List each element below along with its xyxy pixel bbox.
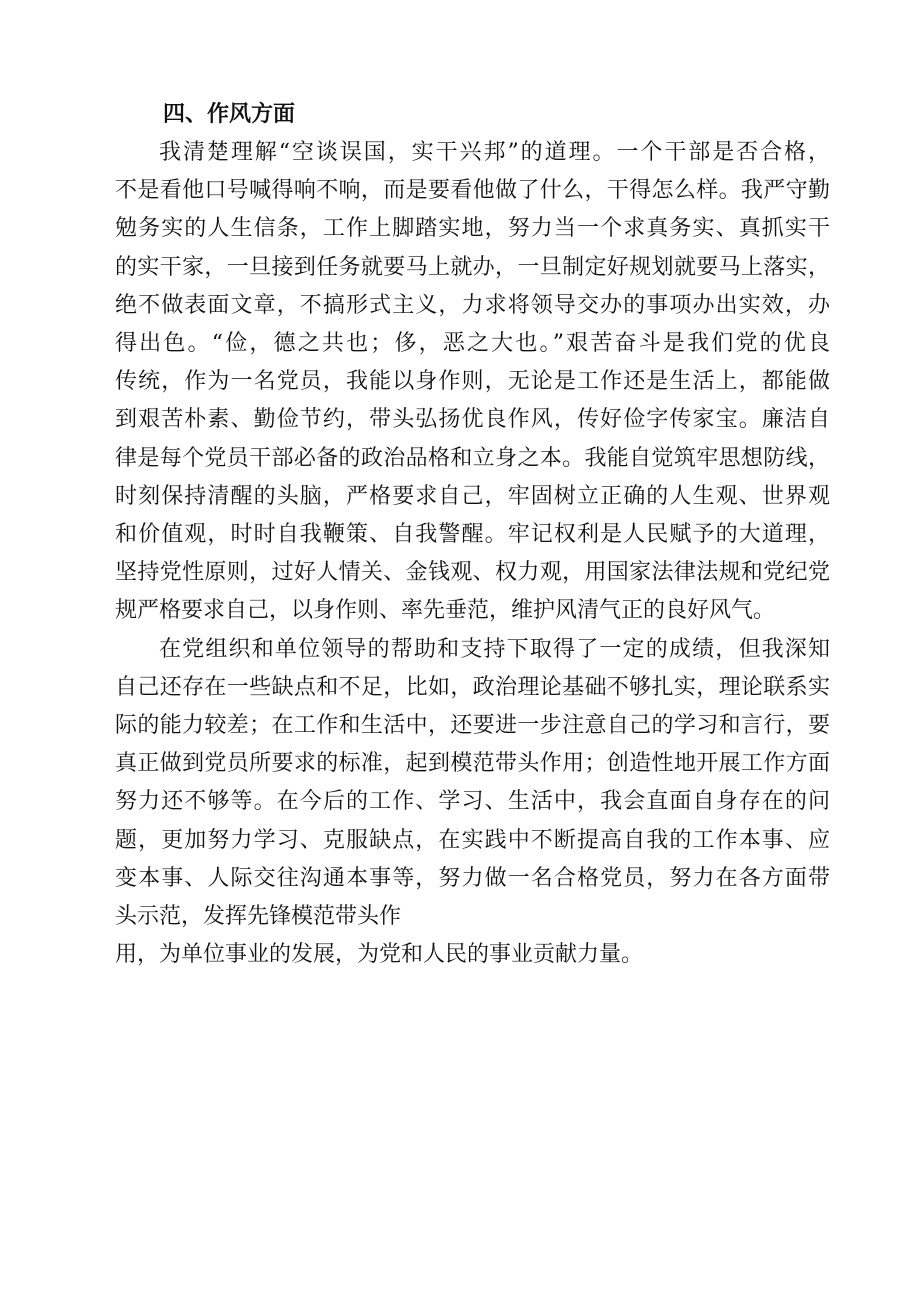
text-line: 勉务实的人生信条，工作上脚踏实地，努力当一个求真务实、真抓实干 <box>115 216 830 242</box>
text-line: 变本事、人际交往沟通本事等，努力做一名合格党员，努力在各方面带 <box>115 865 830 891</box>
text-line: 绝不做表面文章，不搞形式主义，力求将领导交办的事项办出实效，办 <box>115 292 830 318</box>
text-line: 在党组织和单位领导的帮助和支持下取得了一定的成绩，但我深知 <box>159 636 830 662</box>
text-line: 我清楚理解“空谈误国，实干兴邦”的道理。一个干部是否合格， <box>159 140 830 165</box>
text-line: 题，更加努力学习、克服缺点，在实践中不断提高自我的工作本事、应 <box>115 827 830 853</box>
document-body <box>115 96 830 974</box>
text-line: 自己还存在一些缺点和不足，比如，政治理论基础不够扎实，理论联系实 <box>115 674 830 700</box>
text-line: 不是看他口号喊得响不响，而是要看他做了什么，干得怎么样。我严守勤 <box>115 178 830 204</box>
text-line: 际的能力较差；在工作和生活中，还要进一步注意自己的学习和言行，要 <box>115 713 830 739</box>
text-line: 努力还不够等。在今后的工作、学习、生活中，我会直面自身存在的问 <box>115 789 830 815</box>
text-line: 得出色。“俭，德之共也；侈，恶之大也。”艰苦奋斗是我们党的优良 <box>115 331 830 357</box>
text-line: 的实干家，一旦接到任务就要马上就办，一旦制定好规划就要马上落实， <box>115 254 830 280</box>
text-line: 到艰苦朴素、勤俭节约，带头弘扬优良作风，传好俭字传家宝。廉洁自 <box>115 407 830 433</box>
text-line: 真正做到党员所要求的标准，起到模范带头作用；创造性地开展工作方面 <box>115 751 830 777</box>
text-line: 时刻保持清醒的头脑，严格要求自己，牢固树立正确的人生观、世界观 <box>115 483 830 509</box>
text-line: 传统，作为一名党员，我能以身作则，无论是工作还是生活上，都能做 <box>115 369 830 395</box>
text-line: 用，为单位事业的发展，为党和人民的事业贡献力量。 <box>115 942 644 968</box>
paragraph-shortcomings <box>115 631 830 975</box>
text-line: 和价值观，时时自我鞭策、自我警醒。牢记权利是人民赋予的大道理， <box>115 522 830 548</box>
text-line: 头示范，发挥先锋模范带头作 <box>115 904 402 930</box>
text-line: 坚持党性原则，过好人情关、金钱观、权力观，用国家法律法规和党纪党 <box>115 560 830 586</box>
text-line: 规严格要求自己，以身作则、率先垂范，维护风清气正的良好风气。 <box>115 598 776 624</box>
paragraph-work-style <box>115 134 830 631</box>
text-line: 律是每个党员干部必备的政治品格和立身之本。我能自觉筑牢思想防线， <box>115 445 830 471</box>
section-heading: 四、作风方面 <box>163 102 296 127</box>
